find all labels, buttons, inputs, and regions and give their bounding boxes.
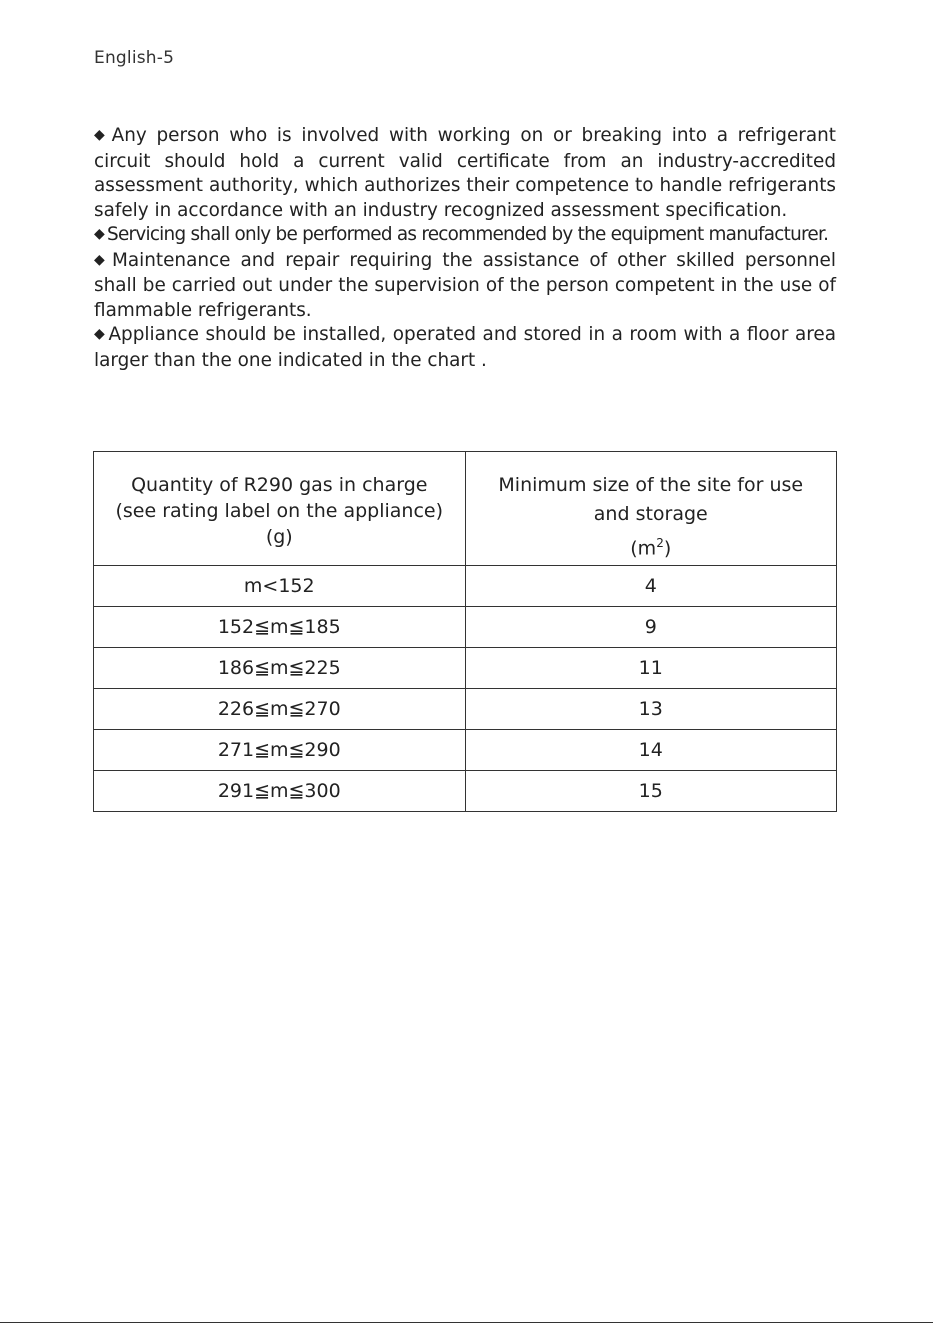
- table-row: [94, 566, 837, 607]
- table-row: [94, 689, 837, 730]
- quantity-cell: 271≦m≦290: [94, 730, 466, 771]
- paragraph-text: Appliance should be installed, operated and stored in a room with a floor area larger than the one indicated in the chart .: [94, 324, 836, 371]
- header-min-size: [465, 452, 836, 566]
- quantity-cell: 186≦m≦225: [94, 648, 466, 689]
- min-size-cell: 4: [465, 566, 836, 607]
- paragraph-certificate: [94, 124, 836, 223]
- quantity-cell: 152≦m≦185: [94, 607, 466, 648]
- quantity-cell: m<152: [94, 566, 466, 607]
- min-size-cell: 11: [465, 648, 836, 689]
- header-quantity: [94, 452, 466, 566]
- table-row: [94, 730, 837, 771]
- page-number-label: English-5: [94, 48, 175, 68]
- min-size-cell: 9: [465, 607, 836, 648]
- page-bottom-divider: [0, 1322, 933, 1323]
- quantity-cell: 291≦m≦300: [94, 771, 466, 812]
- header-text: and storage: [593, 503, 708, 525]
- refrigerant-charge-table: [93, 451, 837, 812]
- diamond-bullet-icon: ◆: [94, 127, 109, 143]
- header-unit: $(m^2)$: [630, 536, 672, 560]
- min-size-cell: 15: [465, 771, 836, 812]
- header-text: Quantity of R290 gas in charge: [131, 474, 428, 496]
- paragraph-servicing: [94, 223, 836, 249]
- table-row: [94, 771, 837, 812]
- table-row: [94, 607, 837, 648]
- diamond-bullet-icon: ◆: [94, 326, 106, 342]
- min-size-cell: 13: [465, 689, 836, 730]
- header-text: (see rating label on the appliance): [115, 500, 444, 522]
- diamond-bullet-icon: ◆: [94, 251, 109, 268]
- paragraph-text: Any person who is involved with working on or breaking into a refrigerant circuit should hold a current valid certificate from an industry-accredited assessment authority, which authorizes their competence to handle refrigerants safely in accordance with an industry recognized assessment specification.: [94, 125, 836, 221]
- header-text: Minimum size of the site for use: [498, 474, 804, 496]
- safety-instructions: [94, 124, 836, 373]
- table-header-row: [94, 452, 837, 566]
- quantity-cell: 226≦m≦270: [94, 689, 466, 730]
- paragraph-maintenance: [94, 249, 836, 324]
- paragraph-text: Maintenance and repair requiring the assistance of other skilled personnel shall be carried out under the supervision of the person competent in the use of flammable refrigerants.: [94, 249, 836, 321]
- min-size-cell: 14: [465, 730, 836, 771]
- header-unit: (g): [265, 526, 293, 548]
- table-row: [94, 648, 837, 689]
- diamond-bullet-icon: ◆: [94, 226, 105, 242]
- paragraph-appliance-room: [94, 323, 836, 373]
- paragraph-text: Servicing shall only be performed as recommended by the equipment manufacturer.: [107, 224, 829, 245]
